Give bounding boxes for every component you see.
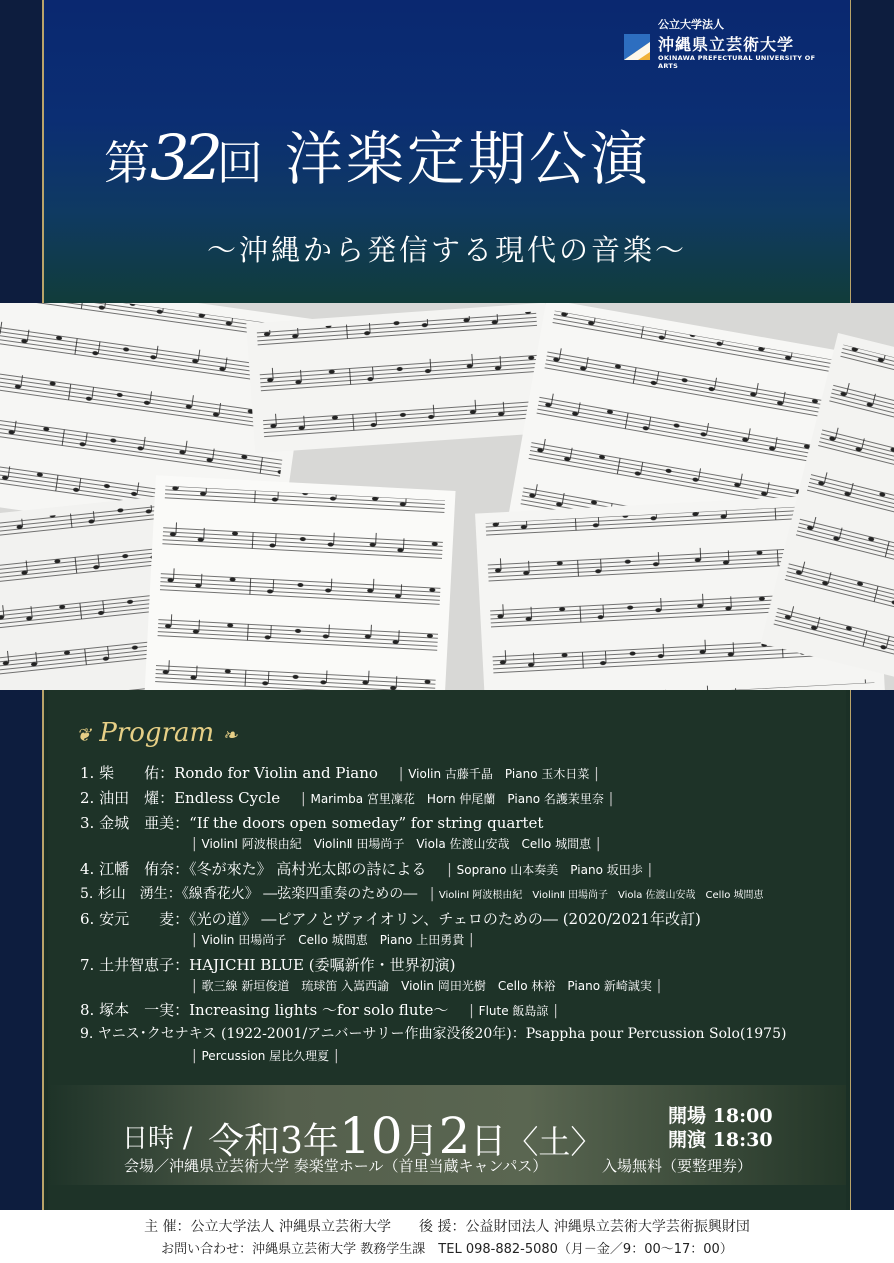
work-title: Rondo for Violin and Piano <box>174 764 378 782</box>
venue: 会場／沖縄県立芸術大学 奏楽堂ホール（首里当蔵キャンパス） <box>124 1157 548 1175</box>
separator: | <box>647 862 653 878</box>
ornament-left-icon: ❦ <box>76 725 92 746</box>
weekday: 〈土〉 <box>506 1123 603 1161</box>
performers: Flute 飯島諒 <box>478 1004 549 1018</box>
title-main: 洋楽定期公演 <box>284 125 651 193</box>
program-item-6-performers <box>192 930 474 948</box>
concert-title <box>104 112 651 196</box>
organizer: 主 催：公立大学法人 沖縄県立芸術大学 <box>144 1219 391 1235</box>
separator: | <box>553 1003 558 1019</box>
separator: | <box>333 1048 339 1064</box>
open-label: 開場 <box>668 1105 707 1127</box>
open-time-value: 18:00 <box>712 1105 773 1127</box>
program-item-8 <box>80 999 558 1020</box>
performers: ViolinⅠ 阿波根由紀 ViolinⅡ 田場尚子 Viola 佐渡山安哉 Cello 城間恵 <box>438 890 764 901</box>
era: 令和 <box>208 1121 281 1162</box>
program-item-9-performers <box>192 1046 339 1064</box>
separator: | <box>192 978 197 994</box>
program-item-7-performers <box>192 976 661 994</box>
item-number: 6. <box>80 910 95 928</box>
item-number: 3. <box>80 814 95 832</box>
composer: 油田 燿： <box>99 789 175 807</box>
item-number: 4. <box>80 860 95 878</box>
footer-contact: お問い合わせ：沖縄県立芸術大学 教務学生課 TEL 098-882-5080（月－金／9：00～17：00） <box>161 1242 733 1257</box>
program-item-1 <box>80 762 599 783</box>
separator: | <box>608 791 614 807</box>
start-time <box>668 1125 773 1152</box>
item-number: 5. <box>80 886 94 902</box>
university-mark-icon <box>624 34 650 60</box>
program-item-3 <box>80 812 543 833</box>
separator: | <box>192 1048 197 1064</box>
title-kai: 回 <box>216 136 263 190</box>
year-unit: 年 <box>302 1121 339 1162</box>
separator: | <box>594 766 599 782</box>
performers: Violin 田場尚子 Cello 城間恵 Piano 上田勇貴 <box>201 933 465 947</box>
date-label <box>122 1118 192 1155</box>
separator: | <box>192 932 197 948</box>
supporter: 後 援：公益財団法人 沖縄県立芸術大学芸術振興財団 <box>419 1219 750 1235</box>
month-unit: 月 <box>402 1121 439 1162</box>
separator: | <box>469 932 474 948</box>
item-number: 1. <box>80 764 95 782</box>
work-title: Endless Cycle <box>174 789 281 807</box>
performers: Percussion 屋比久理夏 <box>201 1049 330 1063</box>
day: 2 <box>438 1107 471 1165</box>
separator: | <box>192 836 197 852</box>
footer-sponsors <box>0 1216 894 1236</box>
program-item-3-performers <box>192 834 601 852</box>
separator: | <box>595 836 601 852</box>
admission: 入場無料（要整理券） <box>602 1157 753 1175</box>
date-slash: / <box>174 1121 193 1154</box>
open-time <box>668 1101 773 1128</box>
separator: | <box>469 1003 474 1019</box>
performers: Marimba 宮里凜花 Horn 仲尾蘭 Piano 名護茉里奈 <box>310 792 604 806</box>
logo-english: OKINAWA PREFECTURAL UNIVERSITY OF ARTS <box>658 54 816 70</box>
start-label: 開演 <box>668 1129 707 1151</box>
program-heading <box>76 718 238 748</box>
ornament-right-icon: ❧ <box>222 725 238 746</box>
item-number: 8. <box>80 1001 95 1019</box>
work-title: 《冬が來た》 高村光太郎の詩による <box>189 860 427 878</box>
separator: | <box>447 862 452 878</box>
title-number: 32 <box>150 121 217 194</box>
separator: | <box>656 978 662 994</box>
work-title: Increasing lights ～for solo flute～ <box>189 1001 449 1019</box>
separator: | <box>300 791 306 807</box>
month: 10 <box>338 1107 403 1165</box>
performers: 歌三線 新垣俊道 琉球笛 入嵩西諭 Violin 岡田光樹 Cello 林裕 Piano 新崎誠実 <box>201 979 652 993</box>
work-title: 《光の道》 ―ピアノとヴァイオリン、チェロのための― (2020/2021年改訂) <box>189 910 701 928</box>
day-unit: 日 <box>470 1121 507 1162</box>
sheet-music-image <box>0 303 894 690</box>
work-title: 《線香花火》 ―弦楽四重奏のための― <box>181 886 418 902</box>
program-item-6 <box>80 908 701 929</box>
work-title: HAJICHI BLUE (委嘱新作・世界初演) <box>189 956 456 974</box>
program-item-5 <box>80 883 764 903</box>
item-number: 7. <box>80 956 95 974</box>
performers: Violin 古藤千晶 Piano 玉木日菜 <box>408 767 590 781</box>
composer: 金城 亜美： <box>99 814 190 832</box>
title-dai: 第 <box>104 136 150 190</box>
program-item-4 <box>80 858 652 879</box>
work-title: (1922-2001/アニバーサリー作曲家没後20年)：Psappha pour Percussion Solo(1975) <box>221 1026 787 1042</box>
composer: 土井智恵子： <box>99 956 190 974</box>
year: 3 <box>280 1121 303 1162</box>
separator: | <box>398 766 404 782</box>
logo-name: 沖縄県立芸術大学 <box>658 35 795 54</box>
start-time-value: 18:30 <box>712 1129 773 1151</box>
program-item-9 <box>80 1023 786 1043</box>
program-heading-text: Program <box>99 718 215 748</box>
composer: ヤニス･クセナキス <box>97 1026 217 1042</box>
program-item-2 <box>80 787 613 808</box>
composer: 安元 麦： <box>99 910 190 928</box>
composer: 杉山 湧生： <box>97 886 182 902</box>
university-logo <box>618 16 828 76</box>
program-item-7 <box>80 954 455 975</box>
date-label-text: 日時 <box>122 1124 175 1154</box>
performers: ViolinⅠ 阿波根由紀 ViolinⅡ 田場尚子 Viola 佐渡山安哉 Cello 城間恵 <box>201 837 592 851</box>
item-number: 2. <box>80 789 95 807</box>
logo-corporation: 公立大学法人 <box>658 18 724 31</box>
work-title: “If the doors open someday” for string quartet <box>189 814 544 832</box>
separator: | <box>429 886 435 902</box>
composer: 江幡 侑奈： <box>99 860 190 878</box>
composer: 柴 佑： <box>99 764 175 782</box>
item-number: 9. <box>80 1026 94 1042</box>
sheet-music-photo <box>0 303 894 690</box>
composer: 塚本 一実： <box>99 1001 190 1019</box>
performers: Soprano 山本奏美 Piano 坂田歩 <box>456 863 643 877</box>
subtitle: ～沖縄から発信する現代の音楽～ <box>206 233 687 267</box>
